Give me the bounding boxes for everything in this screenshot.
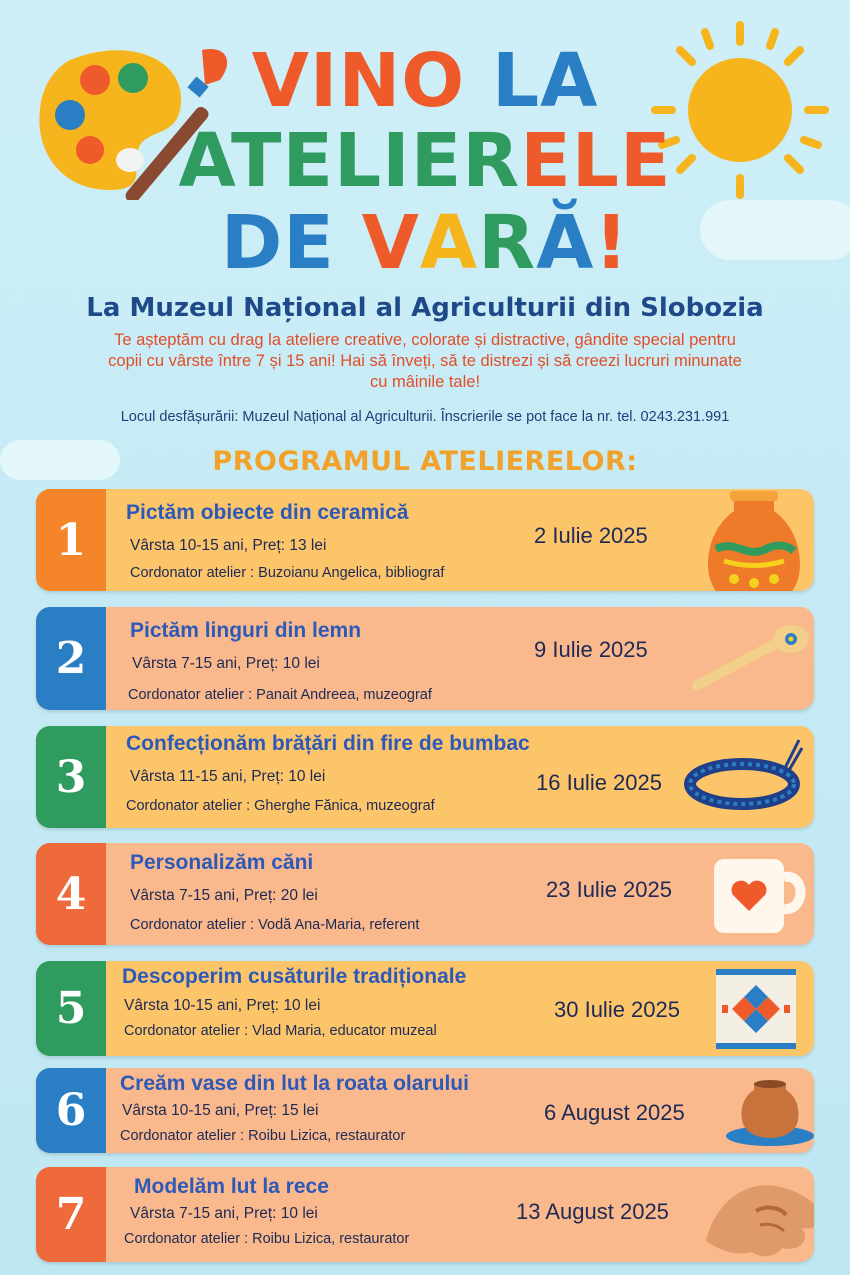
title-word: LA [491,38,599,124]
clay-hand-icon [696,1171,814,1262]
workshop-coordinator: Cordonator atelier : Buzoianu Angelica, bibliograf [130,565,445,581]
workshop-coordinator: Cordonator atelier : Gherghe Fănica, muzeograf [126,798,435,814]
workshop-row [36,607,814,710]
workshop-date: 2 Iulie 2025 [534,523,648,548]
workshop-row [36,961,814,1056]
workshop-row [36,843,814,945]
workshop-age-price: Vârsta 10-15 ani, Preț: 13 lei [130,537,327,554]
intro-text: Te așteptăm cu drag la ateliere creative, colorate și distractive, gândite special pentru copii cu vârste între 7 și 15 ani! Hai să înveți, să te distrezi și să creezi lucruri minunate cu mâinile tale! [108,331,742,391]
pottery-wheel-icon [720,1072,814,1153]
title-line-3 [0,200,850,286]
workshop-title: Creăm vase din lut la roata olarului [120,1072,469,1095]
workshop-coordinator: Cordonator atelier : Vlad Maria, educator muzeal [124,1023,437,1039]
workshop-age-price: Vârsta 10-15 ani, Preț: 10 lei [124,997,321,1014]
workshop-number: 1 [36,489,106,591]
workshop-age-price: Vârsta 7-15 ani, Preț: 20 lei [130,887,318,904]
workshop-age-price: Vârsta 11-15 ani, Preț: 10 lei [130,768,326,785]
workshop-title: Pictăm obiecte din ceramică [126,501,409,524]
workshop-number: 6 [36,1068,106,1153]
location-text: Locul desfășurării: Muzeul Național al Agriculturii. Înscrierile se pot face la nr. tel. 0243.231.991 [120,409,730,425]
title-line-2 [0,118,850,204]
title-word: VINO [251,38,466,124]
title-word: ELE [520,118,672,204]
title-word: DE [220,200,335,286]
title-letter: Ă [536,200,595,286]
workshop-coordinator: Cordonator atelier : Vodă Ana-Maria, referent [130,917,420,933]
workshop-date: 9 Iulie 2025 [534,637,648,662]
wooden-spoon-icon [676,617,814,702]
workshop-age-price: Vârsta 7-15 ani, Preț: 10 lei [130,1205,318,1222]
workshop-row [36,726,814,828]
subtitle: La Muzeul Național al Agriculturii din Slobozia [86,293,764,323]
workshop-age-price: Vârsta 10-15 ani, Preț: 15 lei [122,1102,319,1119]
workshop-coordinator: Cordonator atelier : Roibu Lizica, restaurator [120,1128,406,1144]
title-word: ATELIER [178,118,521,204]
heart-mug-icon [708,853,808,942]
workshop-date: 13 August 2025 [516,1199,669,1224]
workshop-number: 4 [36,843,106,945]
program-title: PROGRAMUL ATELIERELOR: [212,446,638,477]
title-letter: ! [594,200,630,286]
bracelet-icon [684,734,804,819]
title-letter: A [419,200,479,286]
workshop-date: 16 Iulie 2025 [536,770,662,795]
workshop-date: 23 Iulie 2025 [546,877,672,902]
workshop-title: Descoperim cusăturile tradiționale [122,965,467,988]
workshop-age-price: Vârsta 7-15 ani, Preț: 10 lei [132,655,320,672]
workshop-number: 2 [36,607,106,710]
workshop-number: 5 [36,961,106,1056]
workshop-coordinator: Cordonator atelier : Roibu Lizica, restaurator [124,1231,410,1247]
ceramic-vase-icon [704,489,804,591]
title-line-1 [0,38,850,124]
workshop-title: Pictăm linguri din lemn [130,619,362,642]
workshop-row [36,1167,814,1262]
workshop-title: Confecționăm brățări din fire de bumbac [126,732,530,755]
workshop-title: Personalizăm căni [130,851,314,874]
embroidery-icon [716,969,796,1054]
workshop-coordinator: Cordonator atelier : Panait Andreea, muzeograf [128,687,432,703]
workshop-date: 30 Iulie 2025 [554,997,680,1022]
title-letter: V [361,200,420,286]
workshop-number: 3 [36,726,106,828]
workshop-row [36,489,814,591]
workshop-title: Modelăm lut la rece [134,1175,329,1198]
title-letter: R [478,200,537,286]
workshop-date: 6 August 2025 [544,1100,685,1125]
workshop-row [36,1068,814,1153]
workshop-number: 7 [36,1167,106,1262]
